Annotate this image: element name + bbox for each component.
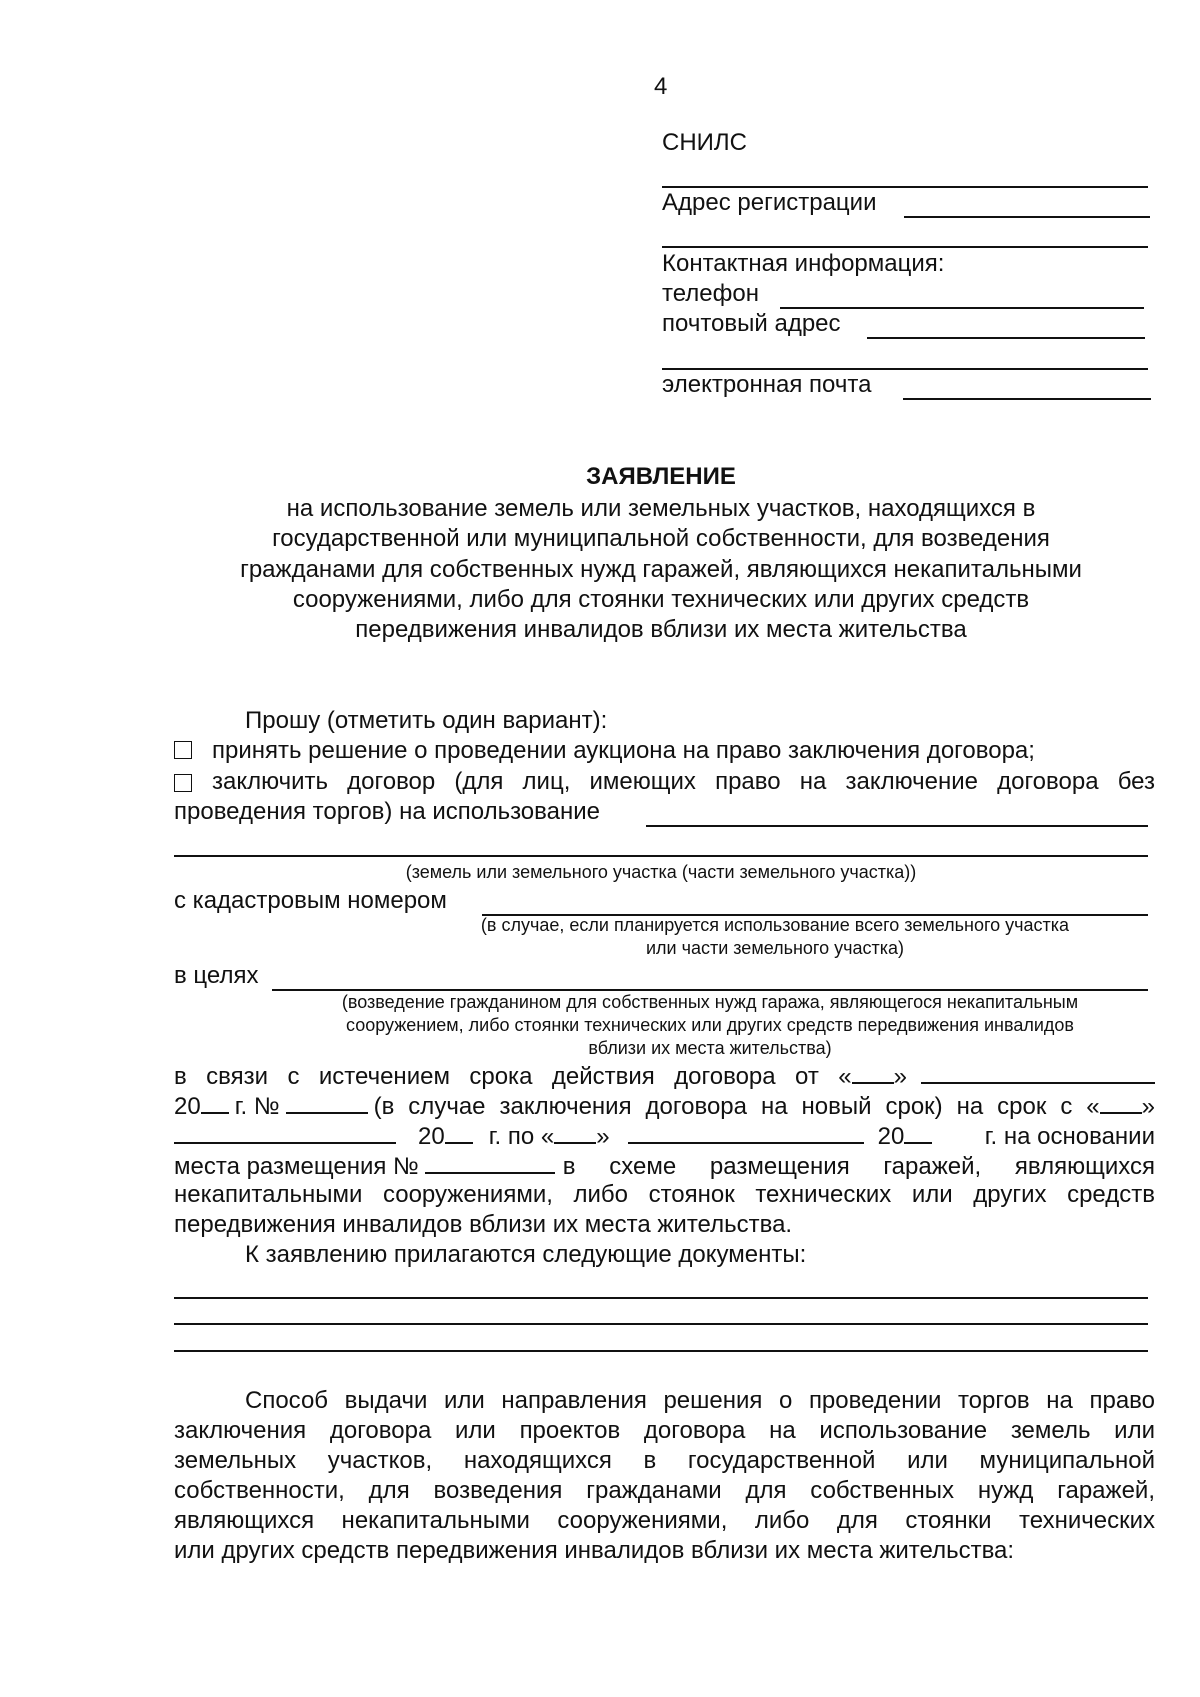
contract-number-field[interactable] [286,1090,368,1114]
attachment-line-1[interactable] [174,1297,1148,1299]
purpose-label: в целях [174,962,259,989]
heading-line-5: передвижения инвалидов вблизи их места жительства [355,616,967,643]
cadastral-label: с кадастровым номером [174,887,447,914]
basis-label: г. на основании [984,1123,1155,1150]
delivery-line-1: Способ выдачи или направления решения о проведении торгов на право [245,1387,1155,1414]
term-from-day-field[interactable] [1100,1090,1142,1114]
postal-line [867,337,1145,339]
option-contract-line2: проведения торгов) на использование [174,798,600,825]
heading-line-2: государственной или муниципальной собственности, для возведения [272,525,1050,552]
land-use-line [646,825,1148,827]
hint-purpose-3: вблизи их места жительства) [588,1038,832,1058]
delivery-line-4: собственности, для возведения гражданами для собственных нужд гаражей, [174,1477,1155,1504]
contract-line-4 [174,1150,1155,1182]
page-number: 4 [654,73,668,100]
attachment-line-2[interactable] [174,1323,1148,1325]
delivery-line-2: заключения договора или проектов договора на использование земель или [174,1417,1155,1444]
option-auction-label: принять решение о проведении аукциона на право заключения договора; [212,737,1035,764]
address-line [904,216,1150,218]
attachments-label: К заявлению прилагаются следующие документы: [245,1241,807,1268]
option-auction-checkbox[interactable] [174,741,192,759]
term-from-year-prefix: 20 [418,1123,445,1150]
attachment-line-3[interactable] [174,1350,1148,1352]
delivery-line-3: земельных участков, находящихся в государственной или муниципальной [174,1447,1155,1474]
heading-line-1: на использование земель или земельных участков, находящихся в [286,495,1036,522]
contact-label: Контактная информация: [662,250,945,277]
contract-line-1-text: в связи с истечением срока действия договора от « [174,1063,852,1090]
email-label: электронная почта [662,371,872,398]
delivery-paragraph [174,1386,1155,1566]
contract-line-1-quote: » [893,1063,907,1090]
term-from-year-field[interactable] [445,1120,473,1144]
request-intro: Прошу (отметить один вариант): [245,707,608,734]
contract-line-2 [174,1090,1155,1122]
postal-label: почтовый адрес [662,310,841,337]
option-contract-label: заключить договор (для лиц, имеющих право на заключение договора без [212,768,1155,795]
contract-line-5: некапитальными сооружениями, либо стоянок технических или других средств [174,1181,1155,1208]
contract-line-1 [174,1060,1155,1092]
contract-year-field[interactable] [201,1090,229,1114]
term-from-month-field[interactable] [174,1120,396,1144]
contract-number-label: г. № [234,1093,280,1120]
placement-number-field[interactable] [425,1150,555,1174]
heading-line-3: гражданами для собственных нужд гаражей, являющихся некапитальными [240,556,1082,583]
contract-line-3 [174,1120,1155,1152]
snils-label: СНИЛС [662,129,747,156]
term-to-quote: » [596,1123,610,1150]
hint-land: (земель или земельного участка (части земельного участка)) [405,862,917,882]
contract-year-prefix: 20 [174,1093,201,1120]
document-title: ЗАЯВЛЕНИЕ [586,463,736,490]
delivery-line-6: или других средств передвижения инвалидов вблизи их места жительства: [174,1537,1015,1564]
placement-label: места размещения № [174,1153,419,1180]
address-label: Адрес регистрации [662,189,877,216]
delivery-line-5: являющихся некапитальными сооружениями, либо для стоянки технических [174,1507,1155,1534]
land-use-line-2 [174,855,1148,857]
hint-cadastral-1: (в случае, если планируется использование всего земельного участка [480,915,1070,935]
term-to-year-prefix: 20 [877,1123,905,1150]
phone-label: телефон [662,280,759,307]
option-contract [174,767,1155,797]
contract-line-6: передвижения инвалидов вблизи их места жительства. [174,1211,793,1238]
option-auction [174,736,1035,766]
contract-line-2-text: (в случае заключения договора на новый срок) на срок с « [373,1093,1100,1120]
hint-purpose-2: сооружением, либо стоянки технических или других средств передвижения инвалидов [346,1015,1074,1035]
heading-line-4: сооружениями, либо для стоянки технических или других средств [292,586,1030,613]
option-contract-checkbox[interactable] [174,774,192,792]
email-line [903,398,1151,400]
hint-cadastral-2: или части земельного участка) [645,938,905,958]
contract-date-field[interactable] [921,1060,1155,1084]
address-line-2 [662,246,1148,248]
term-to-year-field[interactable] [904,1120,932,1144]
contract-day-field[interactable] [852,1060,894,1084]
term-to-month-field[interactable] [628,1120,864,1144]
contract-line-2-quote: » [1141,1093,1155,1120]
term-to-day-field[interactable] [554,1120,596,1144]
hint-purpose-1: (возведение гражданином для собственных нужд гаража, являющегося некапитальным [341,992,1079,1012]
term-to-label: г. по « [488,1123,555,1150]
contract-line-4-text: в схеме размещения гаражей, являющихся [562,1153,1155,1180]
